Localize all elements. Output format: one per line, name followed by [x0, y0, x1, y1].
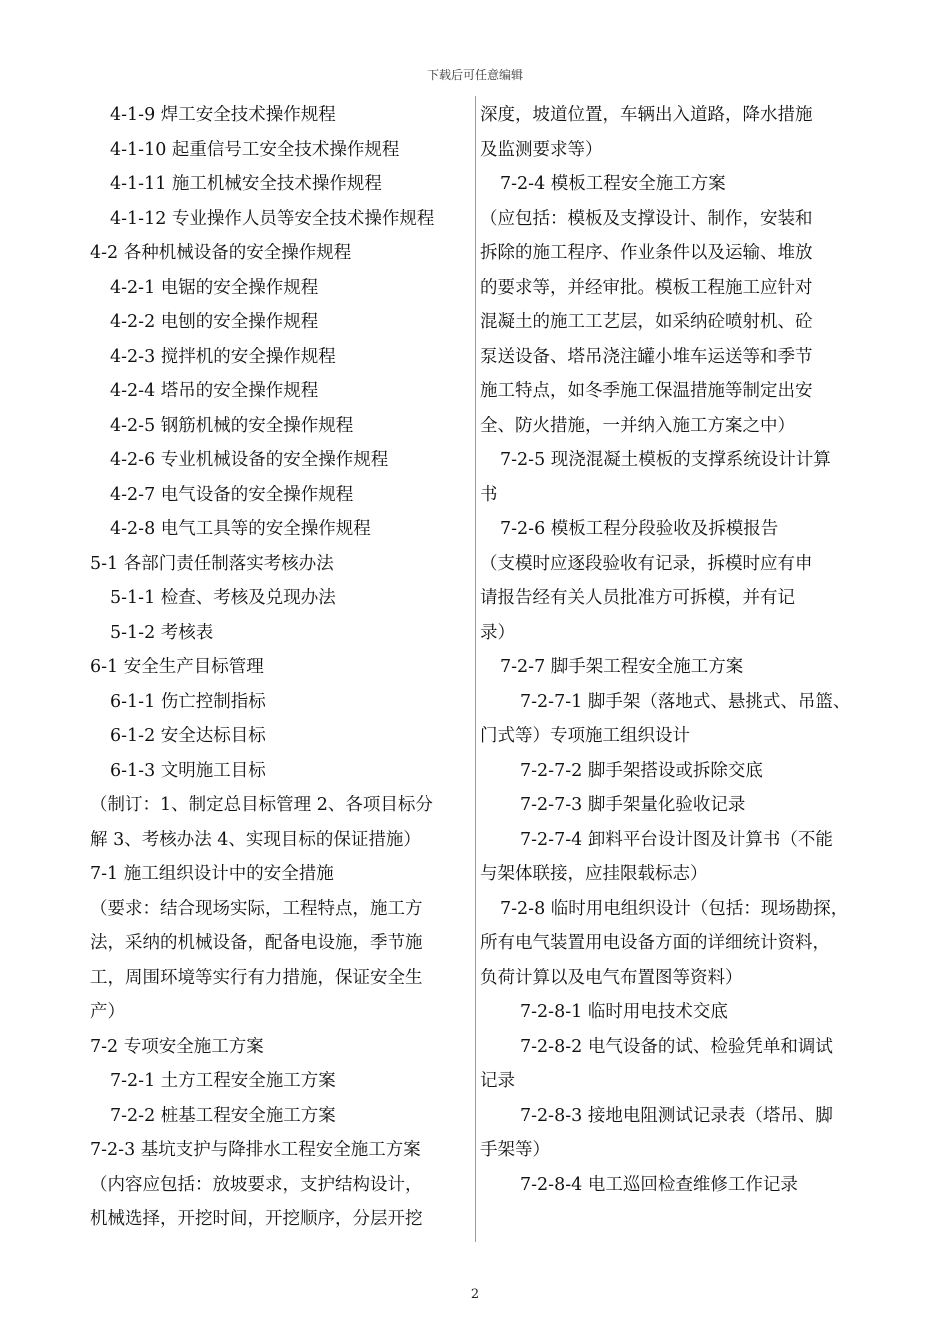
text-line: 7-2-8-1 临时用电技术交底: [520, 1002, 728, 1022]
text-line: 5-1 各部门责任制落实考核办法: [90, 553, 334, 574]
text-line: 机械选择，开挖时间，开挖顺序，分层开挖: [90, 1209, 423, 1229]
text-line: 所有电气装置用电设备方面的详细统计资料，: [480, 933, 830, 953]
text-line: 4-2-6 专业机械设备的安全操作规程: [110, 450, 389, 470]
text-line: 6-1-3 文明施工目标: [110, 760, 266, 781]
text-line: （支模时应逐段验收有记录，拆模时应有申: [480, 553, 813, 574]
text-line: 拆除的施工程序、作业条件以及运输、堆放: [480, 243, 813, 263]
page-number: 2: [470, 1287, 480, 1302]
text-line: 的要求等，并经审批。模板工程施工应针对: [480, 277, 813, 298]
text-line: 书: [480, 484, 498, 505]
text-line: （要求：结合现场实际，工程特点，施工方: [90, 898, 423, 919]
text-line: 全、防火措施，一并纳入施工方案之中）: [480, 415, 795, 436]
text-line: 6-1-2 安全达标目标: [110, 726, 266, 746]
text-line: 施工特点，如冬季施工保温措施等制定出安: [480, 381, 813, 401]
text-line: 7-2-7-2 脚手架搭设或拆除交底: [520, 760, 763, 781]
text-line: 混凝土的施工工艺层，如采纳砼喷射机、砼: [480, 312, 813, 332]
text-line: 7-2-6 模板工程分段验收及拆模报告: [500, 519, 779, 539]
text-line: 4-2-8 电气工具等的安全操作规程: [110, 519, 371, 539]
page-header: 下载后可任意编辑: [426, 68, 523, 82]
text-line: 与架体联接，应挂限载标志）: [480, 864, 708, 884]
text-line: 4-2-7 电气设备的安全操作规程: [110, 484, 354, 505]
text-line: 4-1-12 专业操作人员等安全技术操作规程: [110, 208, 435, 229]
text-line: 4-1-10 起重信号工安全技术操作规程: [110, 139, 400, 160]
text-line: 请报告经有关人员批准方可拆模，并有记: [480, 588, 795, 608]
text-line: 7-2-5 现浇混凝土模板的支撑系统设计计算: [500, 450, 831, 470]
text-line: 4-1-9 焊工安全技术操作规程: [110, 105, 336, 125]
text-line: 记录: [480, 1071, 515, 1091]
text-line: 产）: [90, 1002, 125, 1022]
text-line: 7-2-8-4 电工巡回检查维修工作记录: [520, 1174, 798, 1195]
text-line: 4-2 各种机械设备的安全操作规程: [90, 243, 352, 263]
right-column: [480, 98, 865, 1202]
text-line: 门式等）专项施工组织设计: [480, 726, 690, 746]
text-line: （应包括：模板及支撑设计、制作，安装和: [480, 208, 813, 229]
text-line: 及监测要求等）: [480, 139, 603, 160]
text-line: 7-2-2 桩基工程安全施工方案: [110, 1105, 336, 1126]
text-line: 7-2-8-2 电气设备的试、检验凭单和调试: [520, 1036, 833, 1057]
text-line: 4-2-5 钢筋机械的安全操作规程: [110, 415, 354, 436]
left-column: [90, 98, 474, 1237]
text-line: 7-2-7-4 卸料平台设计图及计算书（不能: [520, 829, 833, 850]
text-line: 深度，坡道位置，车辆出入道路，降水措施: [480, 105, 813, 125]
text-line: 4-2-1 电锯的安全操作规程: [110, 277, 319, 298]
text-line: 7-2-8 临时用电组织设计（包括：现场勘探，: [500, 898, 849, 919]
text-line: 7-1 施工组织设计中的安全措施: [90, 864, 334, 884]
text-line: 录）: [480, 622, 515, 643]
text-line: （制订：1、制定总目标管理 2、各项目标分: [90, 795, 433, 815]
text-line: 7-2-8-3 接地电阻测试记录表（塔吊、脚: [520, 1105, 833, 1126]
text-line: 7-2-7 脚手架工程安全施工方案: [500, 657, 744, 677]
text-line: 7-2-7-1 脚手架（落地式、悬挑式、吊篮、: [520, 691, 851, 712]
text-line: 泵送设备、塔吊浇注罐小堆车运送等和季节: [480, 346, 813, 367]
text-line: 6-1-1 伤亡控制指标: [110, 691, 266, 712]
text-line: 7-2 专项安全施工方案: [90, 1036, 264, 1057]
text-line: 4-2-4 塔吊的安全操作规程: [110, 381, 319, 401]
text-line: 手架等）: [480, 1140, 550, 1160]
column-divider: [475, 96, 476, 1242]
text-line: 负荷计算以及电气布置图等资料）: [480, 967, 743, 988]
text-line: （内容应包括：放坡要求，支护结构设计，: [90, 1174, 423, 1195]
text-line: 4-2-2 电刨的安全操作规程: [110, 312, 319, 332]
text-line: 7-2-4 模板工程安全施工方案: [500, 174, 726, 194]
text-line: 4-1-11 施工机械安全技术操作规程: [110, 174, 382, 194]
text-line: 7-2-7-3 脚手架量化验收记录: [520, 795, 746, 815]
text-line: 工，周围环境等实行有力措施，保证安全生: [90, 967, 423, 988]
text-line: 5-1-1 检查、考核及兑现办法: [110, 588, 336, 608]
text-line: 6-1 安全生产目标管理: [90, 657, 264, 677]
text-line: 7-2-1 土方工程安全施工方案: [110, 1071, 336, 1091]
text-line: 4-2-3 搅拌机的安全操作规程: [110, 346, 336, 367]
text-line: 法，采纳的机械设备，配备电设施，季节施: [90, 933, 423, 953]
text-line: 5-1-2 考核表: [110, 622, 214, 643]
text-line: 7-2-3 基坑支护与降排水工程安全施工方案: [90, 1140, 421, 1160]
text-line: 解 3、考核办法 4、实现目标的保证措施）: [90, 829, 421, 850]
